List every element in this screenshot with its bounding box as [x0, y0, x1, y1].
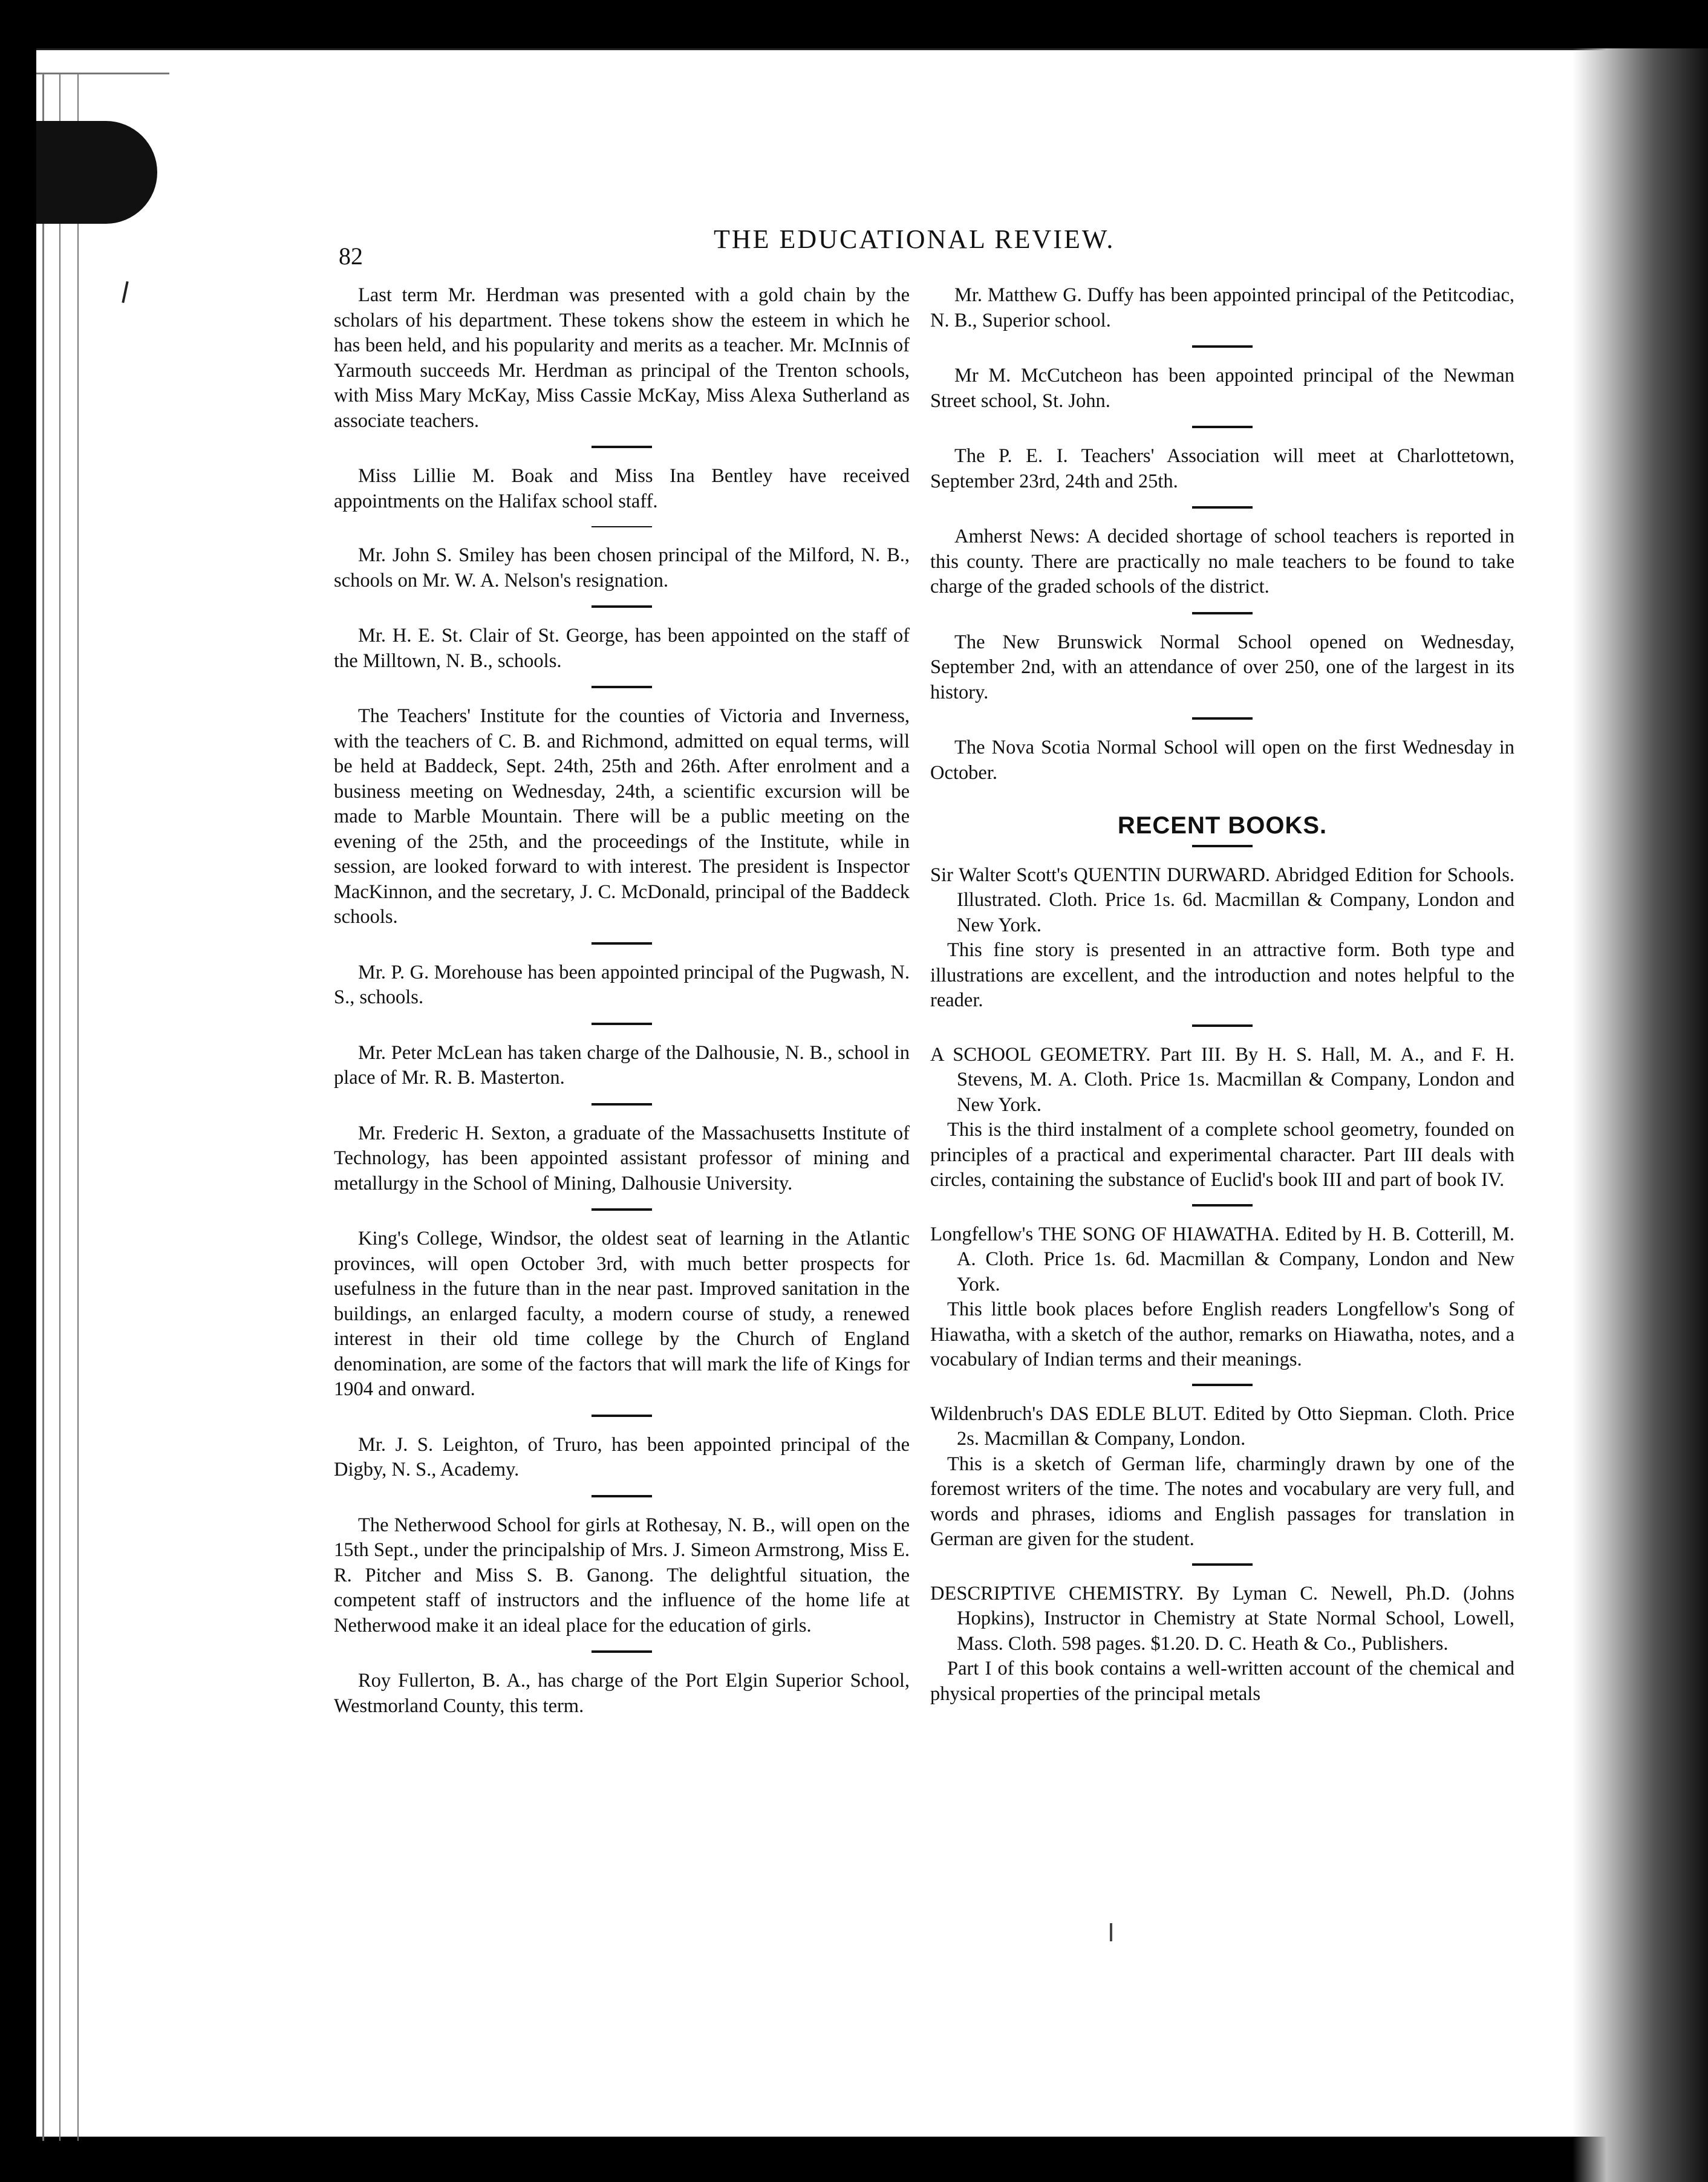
- binding-hole: [36, 121, 157, 224]
- news-item: The P. E. I. Teachers' Association will meet at Charlottetown, September 23rd, 24th and 25th.: [930, 445, 1514, 492]
- separator-rule: [1192, 1563, 1253, 1566]
- book-review: [930, 1043, 1514, 1193]
- separator-rule: [1192, 717, 1253, 720]
- news-item: Roy Fullerton, B. A., has charge of the Port Elgin Superior School, Westmorland County, this term.: [334, 1670, 910, 1717]
- separator-rule: [1192, 1384, 1253, 1386]
- news-item: King's College, Windsor, the oldest seat of learning in the Atlantic provinces, will open October 3rd, with much better prospects for usefulness in the future than in the near past. Improved sanitation in the buildings, an enlarged faculty, a modern course of study, a renewed interest in their old time college by the Church of England denomination, are some of the factors that will mark the life of Kings for 1904 and onward.: [334, 1228, 910, 1400]
- news-item: Mr. H. E. St. Clair of St. George, has been appointed on the staff of the Milltown, N. B., schools.: [334, 625, 910, 672]
- news-item: Mr. J. S. Leighton, of Truro, has been appointed principal of the Digby, N. S., Academy.: [334, 1433, 910, 1480]
- separator-rule: [592, 1415, 652, 1417]
- news-item: Mr. Matthew G. Duffy has been appointed principal of the Petitcodiac, N. B., Superior school.: [930, 284, 1514, 331]
- separator-rule: [1192, 845, 1253, 847]
- separator-rule: [592, 1103, 652, 1106]
- news-item: The Nova Scotia Normal School will open on the first Wednesday in October.: [930, 737, 1514, 784]
- separator-rule: [592, 446, 652, 448]
- page-gutter-shadow: [1573, 48, 1708, 2182]
- separator-rule: [592, 942, 652, 945]
- page-number: 82: [339, 243, 363, 270]
- news-item: Miss Lillie M. Boak and Miss Ina Bentley have received appointments on the Halifax school staff.: [334, 465, 910, 512]
- book-review: [930, 1222, 1514, 1373]
- book-citation: DESCRIPTIVE CHEMISTRY. By Lyman C. Newell, Ph.D. (Johns Hopkins), Instructor in Chemistry at State Normal School, Lowell, Mass. Cloth. 598 pages. $1.20. D. C. Heath & Co., Publishers.: [930, 1582, 1514, 1655]
- separator-rule: [592, 605, 652, 608]
- book-review: [930, 1402, 1514, 1552]
- separator-rule: [592, 526, 652, 527]
- news-item: Mr. Frederic H. Sexton, a graduate of the Massachusetts Institute of Technology, has been appointed assistant professor of mining and metallurgy in the School of Mining, Dalhousie University.: [334, 1122, 910, 1194]
- book-review-text: This little book places before English readers Longfellow's Song of Hiawatha, with a sketch of the author, remarks on Hiawatha, notes, and a vocabulary of Indian terms and their meanings.: [930, 1298, 1514, 1370]
- separator-rule: [592, 1495, 652, 1497]
- left-column: [334, 283, 910, 1747]
- separator-rule: [1192, 612, 1253, 614]
- book-citation: Sir Walter Scott's QUENTIN DURWARD. Abridged Edition for Schools. Illustrated. Cloth. Price 1s. 6d. Macmillan & Company, London and New York.: [930, 864, 1514, 936]
- separator-rule: [592, 1023, 652, 1025]
- book-review-text: This is a sketch of German life, charmingly drawn by one of the foremost writers of the time. The notes and vocabulary are very full, and words and phrases, idioms and English passages for translation in German are given for the student.: [930, 1453, 1514, 1550]
- book-review-text: This is the third instalment of a complete school geometry, founded on principles of a practical and experimental character. Part III deals with circles, containing the substance of Euclid's book III and part of book IV.: [930, 1119, 1514, 1191]
- news-item: Mr. John S. Smiley has been chosen principal of the Milford, N. B., schools on Mr. W. A. Nelson's resignation.: [334, 544, 910, 591]
- separator-rule: [1192, 426, 1253, 428]
- page-header: [339, 218, 1464, 270]
- news-item: Mr. Peter McLean has taken charge of the Dalhousie, N. B., school in place of Mr. R. B. Masterton.: [334, 1041, 910, 1089]
- news-item: The New Brunswick Normal School opened on Wednesday, September 2nd, with an attendance of over 250, one of the largest in its history.: [930, 631, 1514, 703]
- print-mark: [1110, 1923, 1112, 1941]
- book-review: [930, 1581, 1514, 1707]
- separator-rule: [592, 686, 652, 688]
- news-item: Mr M. McCutcheon has been appointed principal of the Newman Street school, St. John.: [930, 365, 1514, 412]
- news-item: Mr. P. G. Morehouse has been appointed principal of the Pugwash, N. S., schools.: [334, 961, 910, 1008]
- book-review-text: Part I of this book contains a well-written account of the chemical and physical properties of the principal metals: [930, 1658, 1514, 1705]
- news-item: The Netherwood School for girls at Rothesay, N. B., will open on the 15th Sept., under the principalship of Mrs. J. Simeon Armstrong, Miss E. R. Pitcher and Miss S. B. Ganong. The delightful situation, the competent staff of instructors and the influence of the home life at Netherwood make it an ideal place for the education of girls.: [334, 1514, 910, 1636]
- book-review-text: This fine story is presented in an attractive form. Both type and illustrations are excellent, and the introduction and notes helpful to the reader.: [930, 939, 1514, 1011]
- book-citation: Longfellow's THE SONG OF HIAWATHA. Edited by H. B. Cotterill, M. A. Cloth. Price 1s. 6d. Macmillan & Company, London and New York.: [930, 1223, 1514, 1295]
- recent-books-heading: RECENT BOOKS.: [1117, 812, 1328, 839]
- running-title: THE EDUCATIONAL REVIEW.: [714, 224, 1115, 254]
- news-item: Amherst News: A decided shortage of school teachers is reported in this county. There are practically no male teachers to be found to take charge of the graded schools of the district.: [930, 526, 1514, 598]
- right-column: [930, 283, 1514, 1733]
- separator-rule: [1192, 1204, 1253, 1207]
- news-item: Last term Mr. Herdman was presented with a gold chain by the scholars of his department. These tokens show the esteem in which he has been held, and his popularity and merits as a teacher. Mr. McInnis of Yarmouth succeeds Mr. Herdman as principal of the Trenton schools, with Miss Mary McKay, Miss Cassie McKay, Miss Alexa Sutherland as associate teachers.: [334, 284, 910, 432]
- separator-rule: [1192, 1024, 1253, 1027]
- book-citation: A SCHOOL GEOMETRY. Part III. By H. S. Hall, M. A., and F. H. Stevens, M. A. Cloth. Price 1s. Macmillan & Company, London and New York.: [930, 1043, 1514, 1116]
- book-review: [930, 863, 1514, 1014]
- separator-rule: [592, 1650, 652, 1653]
- book-citation: Wildenbruch's DAS EDLE BLUT. Edited by Otto Siepman. Cloth. Price 2s. Macmillan & Company, London.: [930, 1402, 1514, 1450]
- news-item: The Teachers' Institute for the counties of Victoria and Inverness, with the teachers of C. B. and Richmond, admitted on equal terms, will be held at Baddeck, Sept. 24th, 25th and 26th. After enrolment and a business meeting on Wednesday, 24th, a scientific excursion will be made to Marble Mountain. There will be a public meeting on the evening of the 25th, and the proceedings of the Institute, while in session, are looked forward to with interest. The president is Inspector MacKinnon, and the secretary, J. C. McDonald, principal of the Baddeck schools.: [334, 705, 910, 928]
- separator-rule: [592, 1208, 652, 1211]
- separator-rule: [1192, 345, 1253, 348]
- separator-rule: [1192, 506, 1253, 509]
